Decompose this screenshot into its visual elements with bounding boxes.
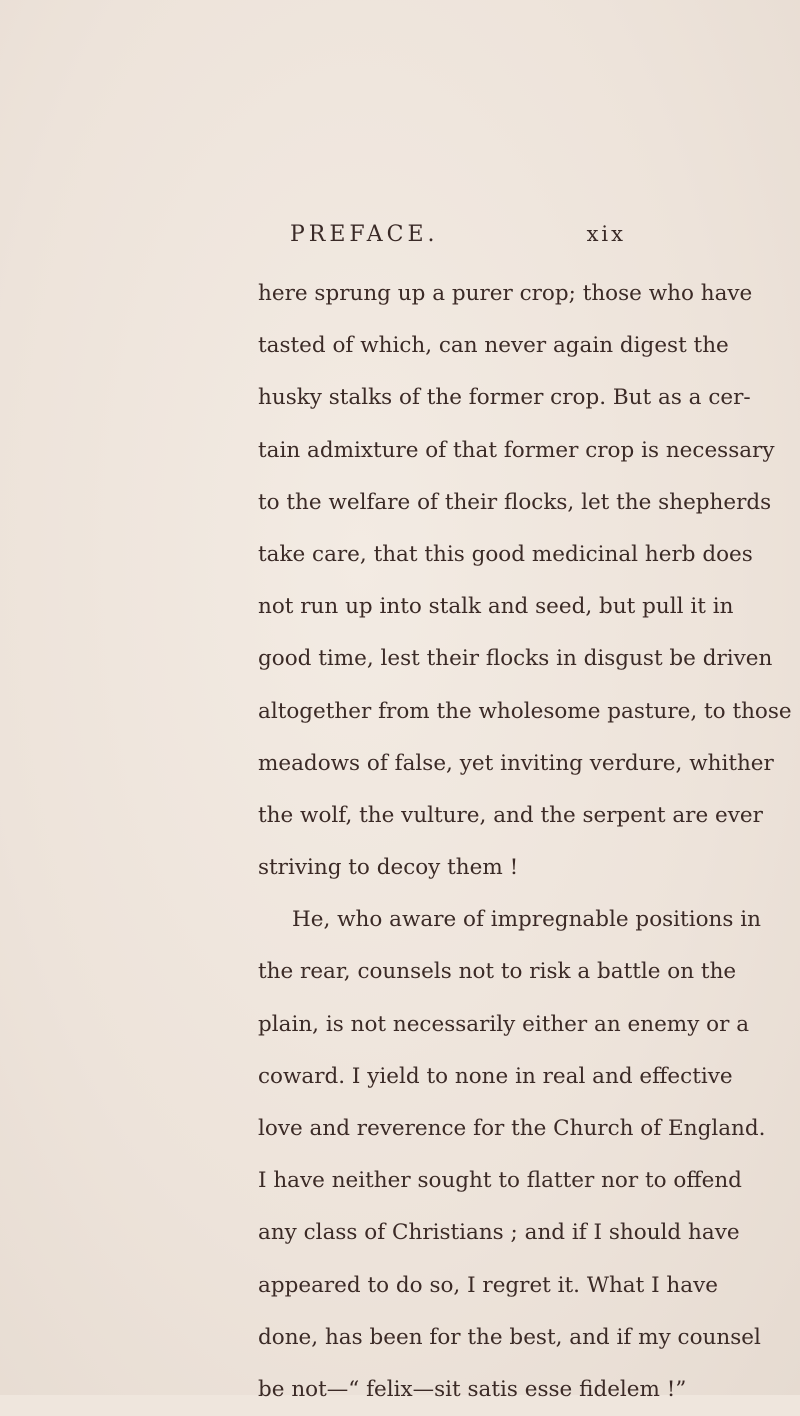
- text-line: take care, that this good medicinal herb does: [258, 541, 753, 567]
- text-line: here sprung up a purer crop; those who have: [258, 281, 753, 306]
- text-line: to the welfare of their flocks, let the shepherds: [258, 489, 772, 515]
- text-line: any class of Christians ; and if I should have: [258, 1220, 740, 1246]
- text-line: I have neither sought to flatter nor to offend: [258, 1168, 742, 1194]
- text-line: love and reverence for the Church of England.: [258, 1116, 766, 1141]
- text-line: striving to decoy them !: [258, 855, 519, 881]
- text-line: husky stalks of the former crop. But as a cer-: [258, 385, 751, 411]
- page-header-title: PREFACE.: [290, 222, 439, 247]
- text-line: not run up into stalk and seed, but pull it in: [258, 594, 734, 620]
- page-number: xix: [586, 222, 626, 246]
- text-line: done, has been for the best, and if my counsel: [258, 1324, 761, 1350]
- text-line: meadows of false, yet inviting verdure, whither: [258, 750, 774, 776]
- text-line: tain admixture of that former crop is necessary: [258, 437, 775, 463]
- text-line: tasted of which, can never again digest the: [258, 333, 729, 359]
- text-line: be not—“ felix—sit satis esse fidelem !”: [258, 1376, 687, 1402]
- text-line: altogether from the wholesome pasture, to those: [258, 698, 792, 724]
- text-line: good time, lest their flocks in disgust be driven: [258, 646, 773, 672]
- text-line: coward. I yield to none in real and effective: [258, 1063, 733, 1089]
- text-line: the wolf, the vulture, and the serpent are ever: [258, 802, 763, 828]
- body-text: [258, 268, 792, 1416]
- text-line: the rear, counsels not to risk a battle on the: [258, 959, 737, 985]
- running-head: [0, 222, 800, 254]
- text-line: plain, is not necessarily either an enemy or a: [258, 1011, 750, 1037]
- paragraph-start-line: He, who aware of impregnable positions in: [292, 907, 761, 933]
- text-line: appeared to do so, I regret it. What I have: [258, 1272, 718, 1298]
